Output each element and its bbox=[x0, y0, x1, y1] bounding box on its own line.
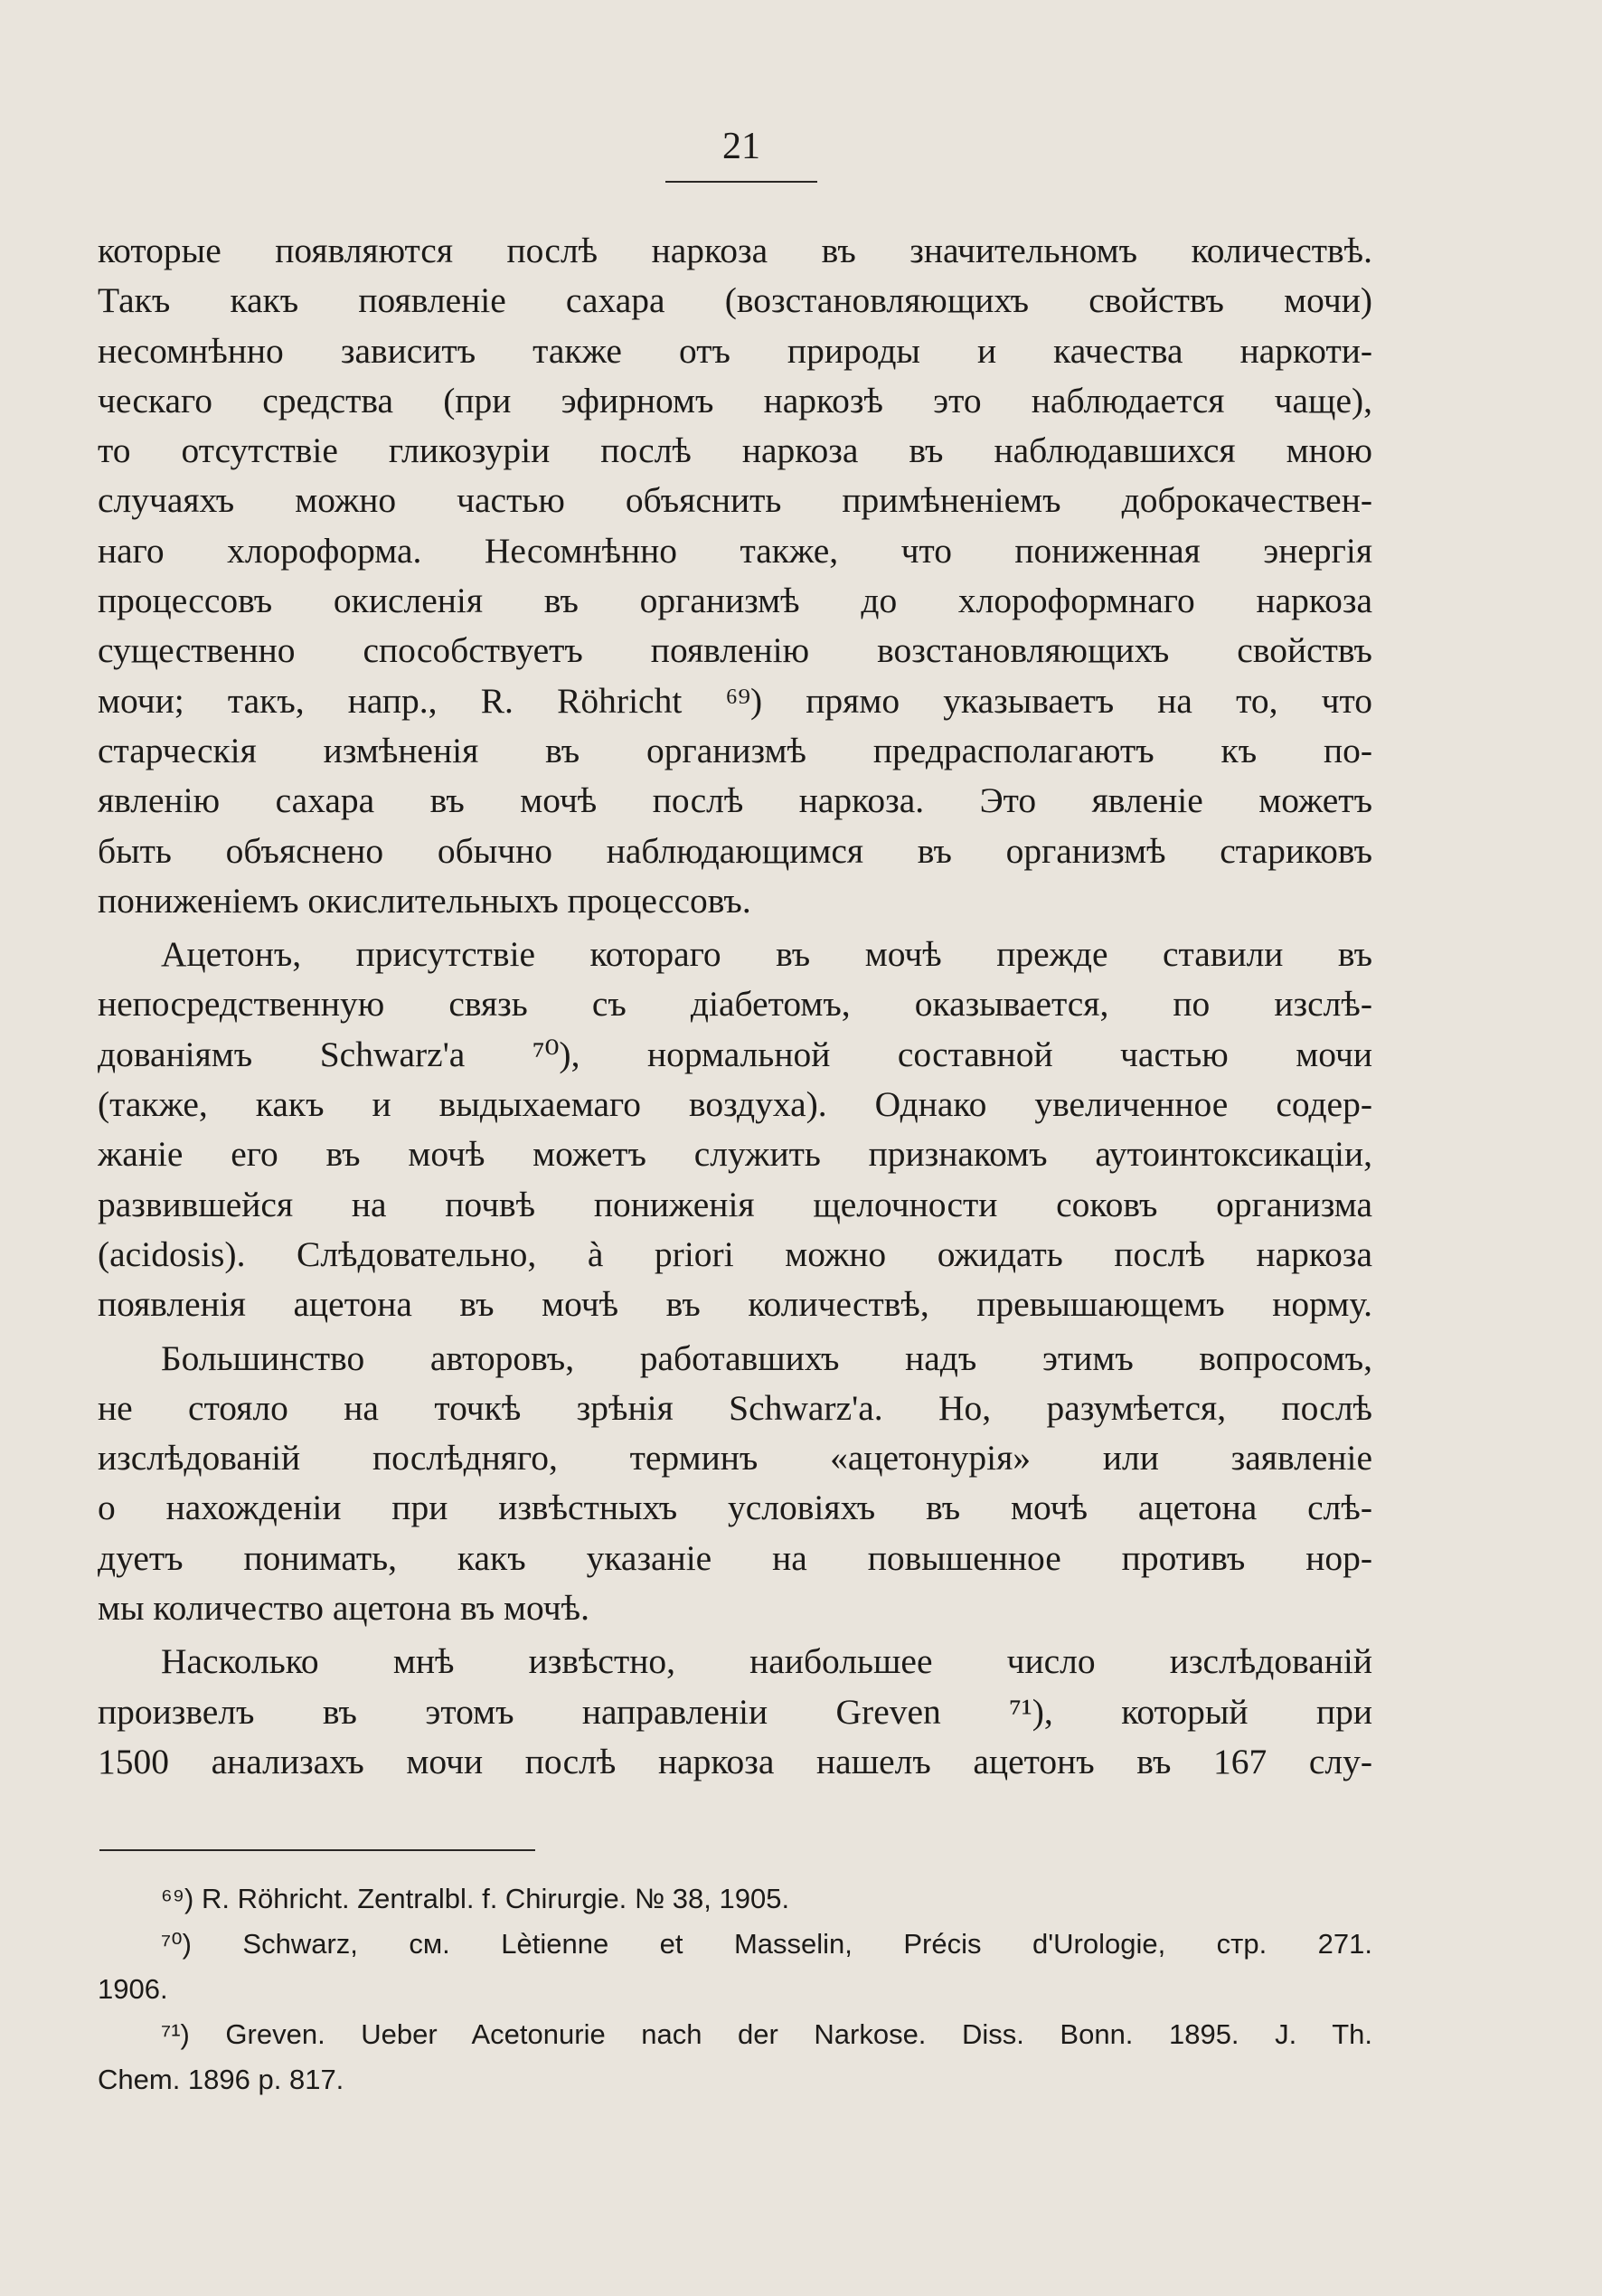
text-line: процессовъ окисленія въ организмѣ до хлороформнаго наркоза bbox=[98, 581, 1372, 621]
text-line: которые появляются послѣ наркоза въ значительномъ количествѣ. bbox=[98, 231, 1372, 270]
text-line: (также, какъ и выдыхаемаго воздуха). Однако увеличенное содер- bbox=[98, 1084, 1372, 1125]
text-line: (acidosis). Слѣдовательно, à priori можно ожидать послѣ наркоза bbox=[98, 1233, 1372, 1274]
paragraph-1 bbox=[98, 226, 1372, 926]
text-line: 1500 анализахъ мочи послѣ наркоза нашелъ ацетонъ въ 167 слу- bbox=[98, 1741, 1372, 1781]
text-line: дованіямъ Schwarz'a ⁷⁰), нормальной составной частью мочи bbox=[98, 1034, 1372, 1074]
text-line: старческія измѣненія въ организмѣ предрасполагаютъ къ по- bbox=[98, 730, 1372, 770]
text-line: появленія ацетона въ мочѣ въ количествѣ, превышающемъ норму. bbox=[98, 1284, 1372, 1325]
text-line: существенно способствуетъ появленію возстановляющихъ свойствъ bbox=[98, 630, 1372, 671]
text-line: Ацетонъ, присутствіе котораго въ мочѣ прежде ставили въ bbox=[161, 934, 1372, 975]
page-number-rule bbox=[665, 181, 817, 183]
footnote-70-continued: 1906. bbox=[98, 1973, 168, 2005]
text-line: изслѣдованій послѣдняго, терминъ «ацетонурія» или заявленіе bbox=[98, 1438, 1372, 1479]
text-line: Насколько мнѣ извѣстно, наибольшее число изслѣдованій bbox=[161, 1641, 1372, 1682]
text-line: развившейся на почвѣ пониженія щелочности соковъ организма bbox=[98, 1184, 1372, 1224]
footnote-separator bbox=[99, 1849, 535, 1851]
text-line: мочи; такъ, напр., R. Röhricht ⁶⁹) прямо указываетъ на то, что bbox=[98, 680, 1372, 721]
footnote-70: ⁷⁰) Schwarz, см. Lètienne et Masselin, Précis d'Urologie, стр. 271. bbox=[161, 1928, 1372, 1960]
body-text bbox=[98, 226, 1372, 1791]
footnotes bbox=[98, 1876, 1372, 2102]
text-line: непосредственную связь съ діабетомъ, оказывается, по изслѣ- bbox=[98, 984, 1372, 1025]
text-line: жаніе его въ мочѣ можетъ служить признакомъ аутоинтоксикаціи, bbox=[98, 1134, 1372, 1175]
text-line: о нахожденіи при извѣстныхъ условіяхъ въ мочѣ ацетона слѣ- bbox=[98, 1488, 1372, 1528]
paragraph-4 bbox=[98, 1637, 1372, 1787]
text-line: произвелъ въ этомъ направленіи Greven ⁷¹), который при bbox=[98, 1691, 1372, 1732]
paragraph-2 bbox=[98, 930, 1372, 1329]
page-number: 21 bbox=[722, 126, 760, 167]
text-line: дуетъ понимать, какъ указаніе на повышенное противъ нор- bbox=[98, 1537, 1372, 1578]
footnote-71-continued: Chem. 1896 p. 817. bbox=[98, 2064, 344, 2095]
text-line: случаяхъ можно частью объяснить примѣненіемъ доброкачествен- bbox=[98, 480, 1372, 521]
text-line: мы количество ацетона въ мочѣ. bbox=[98, 1588, 589, 1629]
text-line: не стояло на точкѣ зрѣнія Schwarz'a. Но, разумѣется, послѣ bbox=[98, 1387, 1372, 1428]
text-line: Большинство авторовъ, работавшихъ надъ этимъ вопросомъ, bbox=[161, 1337, 1372, 1378]
text-line: явленію сахара въ мочѣ послѣ наркоза. Это явленіе можетъ bbox=[98, 780, 1372, 821]
text-line: пониженіемъ окислительныхъ процессовъ. bbox=[98, 880, 751, 921]
text-line: то отсутствіе гликозуріи послѣ наркоза въ наблюдавшихся мною bbox=[98, 430, 1372, 471]
text-line: наго хлороформа. Несомнѣнно также, что пониженная энергія bbox=[98, 530, 1372, 571]
text-line: несомнѣнно зависитъ также отъ природы и качества наркоти- bbox=[98, 330, 1372, 371]
footnote-69: ⁶⁹) R. Röhricht. Zentralbl. f. Chirurgie. № 38, 1905. bbox=[161, 1883, 790, 1914]
footnote-71: ⁷¹) Greven. Ueber Acetonurie nach der Narkose. Diss. Bonn. 1895. J. Th. bbox=[161, 2018, 1372, 2050]
paragraph-3 bbox=[98, 1334, 1372, 1634]
text-line: Такъ какъ появленіе сахара (возстановляющихъ свойствъ мочи) bbox=[98, 280, 1372, 321]
text-line: ческаго средства (при эфирномъ наркозѣ это наблюдается чаще), bbox=[98, 380, 1372, 420]
text-line: быть объяснено обычно наблюдающимся въ организмѣ стариковъ bbox=[98, 830, 1372, 871]
